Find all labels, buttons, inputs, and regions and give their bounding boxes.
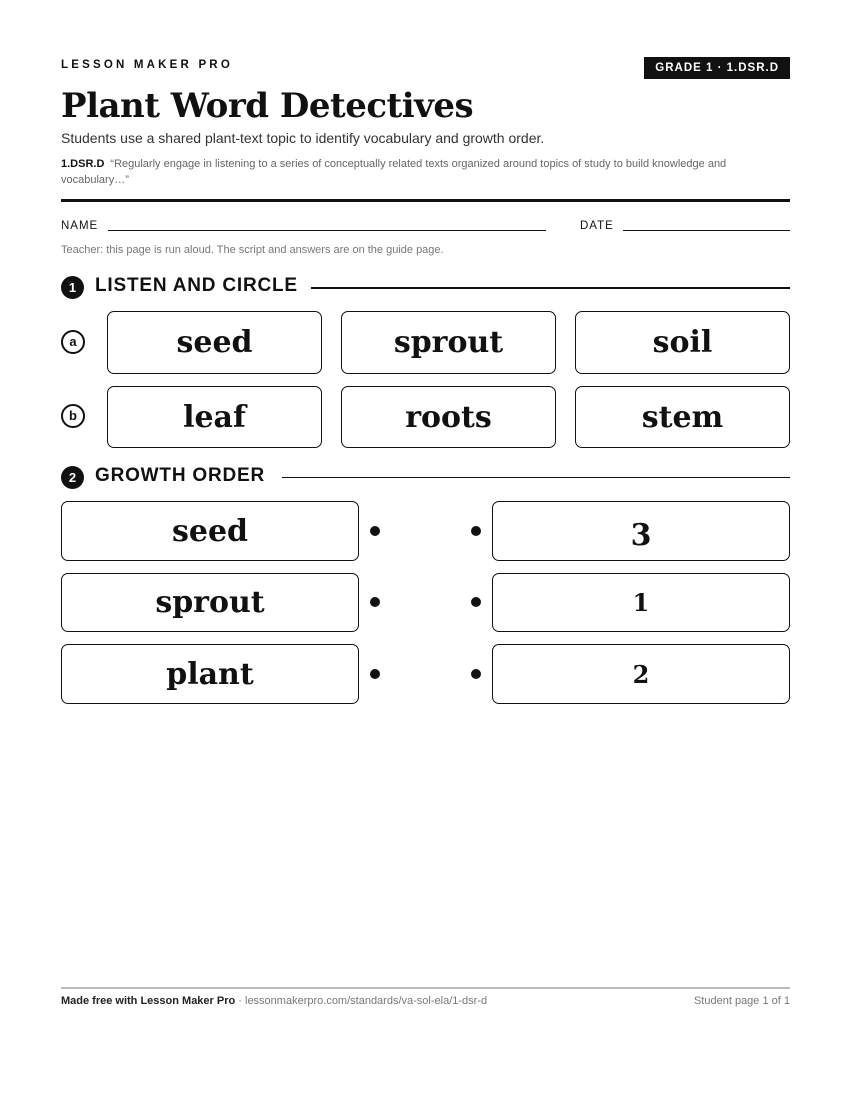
match-number-card[interactable]: 2	[492, 644, 790, 704]
section-number-badge: 1	[61, 276, 84, 299]
name-date-row	[61, 220, 790, 234]
top-bar	[61, 57, 790, 79]
match-number-card[interactable]: 3	[492, 501, 790, 561]
name-label: NAME	[61, 220, 99, 232]
date-line[interactable]	[623, 230, 790, 231]
word-card[interactable]: roots	[341, 386, 556, 448]
name-line[interactable]	[108, 230, 546, 231]
date-label: DATE	[580, 220, 614, 232]
teacher-note: Teacher: this page is run aloud. The script and answers are on the guide page.	[61, 244, 444, 256]
match-dot-right[interactable]	[471, 669, 481, 679]
brand-name: LESSON MAKER PRO	[61, 59, 233, 71]
page-subtitle: Students use a shared plant-text topic to identify vocabulary and growth order.	[61, 130, 545, 146]
footer-separator: ·	[235, 995, 245, 1007]
word-card[interactable]: seed	[107, 311, 322, 374]
row-letter-a: a	[61, 330, 85, 354]
match-word-card[interactable]: sprout	[61, 573, 359, 632]
section-growth-order	[61, 465, 790, 489]
footer-page-number: Student page 1 of 1	[693, 995, 790, 1007]
standard-description	[61, 156, 790, 188]
section-number-badge: 2	[61, 466, 84, 489]
grade-badge: GRADE 1 · 1.DSR.D	[644, 57, 790, 79]
footer-credit	[61, 995, 487, 1007]
match-dot-right[interactable]	[471, 526, 481, 536]
section-rule	[282, 477, 790, 478]
footer-divider	[61, 987, 790, 989]
match-dot-left[interactable]	[370, 597, 380, 607]
match-dot-right[interactable]	[471, 597, 481, 607]
match-word-card[interactable]: plant	[61, 644, 359, 704]
match-dot-left[interactable]	[370, 526, 380, 536]
header-divider	[61, 199, 790, 202]
footer-url[interactable]: lessonmakerpro.com/standards/va-sol-ela/1-dsr-d	[245, 995, 488, 1007]
page-title: Plant Word Detectives	[61, 86, 474, 126]
section-rule	[311, 287, 790, 289]
match-word-card[interactable]: seed	[61, 501, 359, 561]
word-card[interactable]: stem	[575, 386, 790, 448]
section-listen-and-circle	[61, 275, 790, 299]
section-title: GROWTH ORDER	[95, 465, 266, 486]
section-title: LISTEN AND CIRCLE	[95, 275, 298, 296]
word-card[interactable]: sprout	[341, 311, 556, 374]
standard-code: 1.DSR.D	[61, 158, 105, 170]
row-letter-b: b	[61, 404, 85, 428]
word-card[interactable]: leaf	[107, 386, 322, 448]
standard-text: “Regularly engage in listening to a series of conceptually related texts organized around topics of study to build knowledge and vocabulary…”	[61, 158, 727, 186]
word-card[interactable]: soil	[575, 311, 790, 374]
worksheet-page	[61, 0, 790, 1100]
footer-made-with: Made free with Lesson Maker Pro	[61, 995, 236, 1007]
match-dot-left[interactable]	[370, 669, 380, 679]
match-number-card[interactable]: 1	[492, 573, 790, 632]
